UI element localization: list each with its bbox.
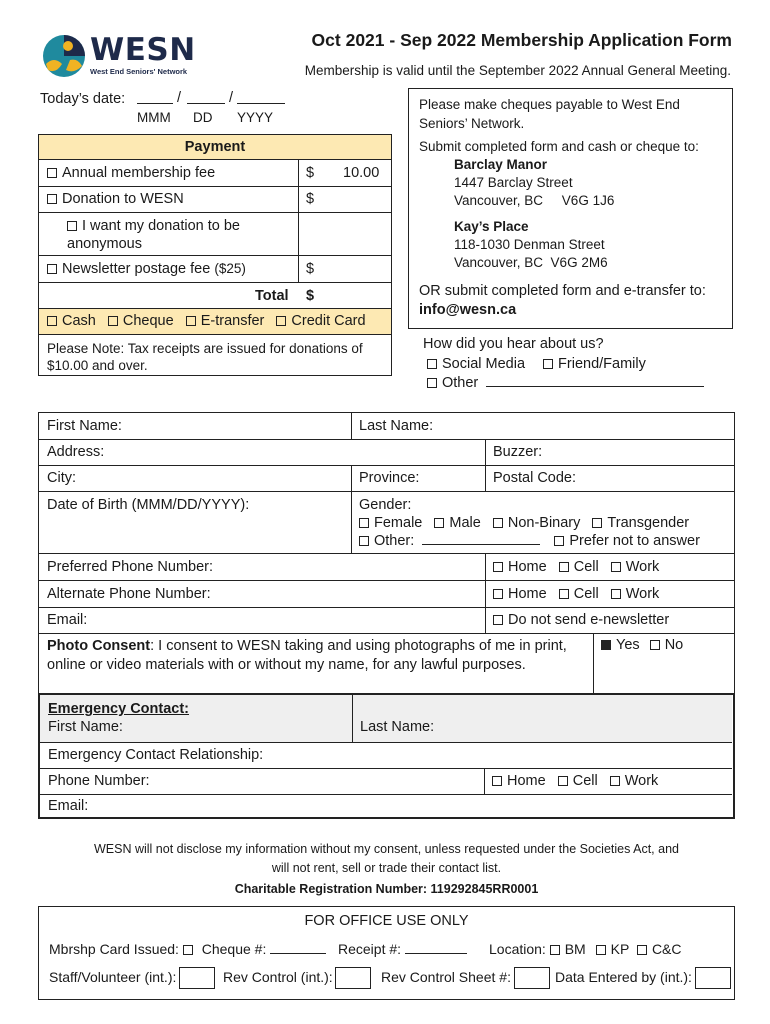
alternate-phone-type: Home Cell Work — [493, 586, 659, 602]
location-field: Location: BM KP C&C — [489, 941, 682, 957]
anonymous-donation-row[interactable]: I want my donation to be anonymous — [67, 218, 240, 252]
staff-label: Staff/Volunteer (int.): — [49, 969, 177, 985]
newsletter-row[interactable]: Newsletter postage fee ($25) — [47, 261, 246, 277]
province-field[interactable]: Province: — [359, 470, 420, 486]
payment-methods — [39, 309, 391, 334]
option-social-media[interactable]: Social Media — [427, 356, 525, 372]
logo-subtitle: West End Seniors' Network — [90, 67, 188, 76]
emergency-last-name-field[interactable]: Last Name: — [360, 719, 435, 735]
location-1-line2: Vancouver, BC V6G 1J6 — [454, 193, 615, 208]
hear-about-question: How did you hear about us? — [423, 336, 604, 352]
data-entered-label: Data Entered by (int.): — [555, 969, 692, 985]
checkbox-icon[interactable] — [47, 264, 57, 274]
newsletter-currency: $ — [306, 261, 315, 277]
date-dd: DD — [193, 110, 213, 125]
annual-fee-row[interactable]: Annual membership fee — [47, 165, 215, 181]
gender-transgender[interactable]: Transgender — [592, 515, 689, 531]
location-2-line1: 118-1030 Denman Street — [454, 237, 605, 252]
receipt-field: Receipt #: — [338, 941, 467, 957]
gender-other[interactable]: Other: — [359, 533, 414, 549]
card-issued-label: Mbrshp Card Issued: — [49, 941, 179, 957]
office-use-box — [38, 906, 735, 1000]
charity-number: Charitable Registration Number: 119292845RR0001 — [234, 882, 539, 896]
card-issued-checkbox[interactable] — [183, 945, 193, 955]
annual-fee-amount: 10.00 — [343, 165, 380, 181]
date-label: Today’s date: — [40, 91, 126, 107]
emergency-first-name-field[interactable]: First Name: — [48, 719, 123, 735]
date-field[interactable]: / / — [137, 91, 287, 109]
checkbox-icon[interactable] — [47, 168, 57, 178]
alternate-phone-field[interactable]: Alternate Phone Number: — [47, 586, 211, 602]
postal-code-field[interactable]: Postal Code: — [493, 470, 577, 486]
method-cash[interactable]: Cash — [47, 313, 96, 329]
photo-consent-options — [601, 637, 683, 653]
gender-label: Gender: — [359, 497, 412, 513]
receipt-input[interactable] — [405, 953, 467, 954]
method-cheque[interactable]: Cheque — [108, 313, 174, 329]
emergency-phone-field[interactable]: Phone Number: — [48, 773, 150, 789]
cheque-payable-text: Please make cheques payable to West End Seniors’ Network. — [419, 97, 680, 131]
rev-control-input[interactable] — [335, 967, 371, 989]
data-entered-input[interactable] — [695, 967, 731, 989]
rev-sheet-label: Rev Control Sheet #: — [381, 969, 511, 985]
hear-about-options — [427, 356, 646, 372]
donation-currency: $ — [306, 191, 315, 207]
total-label: Total — [255, 288, 289, 304]
privacy-statement: WESN will not disclose my information without my consent, unless requested under the Societies Act, and will not rent, sell or trade their contact list. — [93, 842, 679, 875]
location-1-name: Barclay Manor — [454, 157, 548, 172]
checkbox-icon[interactable] — [47, 194, 57, 204]
gender-other-row — [359, 533, 700, 549]
preferred-phone-type: Home Cell Work — [493, 559, 659, 575]
no-newsletter-option[interactable]: Do not send e-newsletter — [493, 612, 669, 628]
photo-yes[interactable]: Yes — [601, 637, 640, 653]
etransfer-intro: OR submit completed form and e-transfer to: — [419, 283, 706, 299]
cheque-number-input[interactable] — [270, 953, 326, 954]
gender-other-input[interactable] — [422, 544, 540, 545]
location-1-line1: 1447 Barclay Street — [454, 175, 573, 190]
staff-input[interactable] — [179, 967, 215, 989]
method-etransfer[interactable]: E-transfer — [186, 313, 265, 329]
location-2-line2: Vancouver, BC V6G 2M6 — [454, 255, 608, 270]
cheque-number-label: Cheque #: — [201, 941, 267, 957]
gender-prefer-not[interactable]: Prefer not to answer — [554, 533, 700, 549]
gender-female[interactable]: Female — [359, 515, 422, 531]
rev-sheet-input[interactable] — [514, 967, 550, 989]
emergency-table — [38, 693, 735, 819]
payment-heading: Payment — [39, 135, 391, 160]
date-mmm: MMM — [137, 110, 171, 125]
email-field[interactable]: Email: — [47, 612, 88, 628]
emergency-phone-type: Home Cell Work — [492, 773, 658, 789]
logo — [42, 34, 202, 84]
emergency-email-field[interactable]: Email: — [48, 798, 89, 814]
tax-receipt-note: Please Note: Tax receipts are issued for donations of $10.00 and over. — [47, 341, 363, 373]
city-field[interactable]: City: — [47, 470, 76, 486]
annual-fee-currency: $ — [306, 165, 315, 181]
logo-mark-icon — [42, 34, 86, 78]
gender-nonbinary[interactable]: Non-Binary — [493, 515, 581, 531]
emergency-heading: Emergency Contact: — [48, 701, 190, 717]
option-other[interactable]: Other — [427, 375, 704, 391]
emergency-relationship-field[interactable]: Emergency Contact Relationship: — [48, 747, 264, 763]
logo-text: WESN — [90, 32, 196, 68]
first-name-field[interactable]: First Name: — [47, 418, 122, 434]
location-2-name: Kay’s Place — [454, 219, 529, 234]
office-row-1 — [49, 941, 326, 957]
gender-male[interactable]: Male — [434, 515, 480, 531]
address-field[interactable]: Address: — [47, 444, 105, 460]
total-currency: $ — [306, 288, 315, 304]
form-title: Oct 2021 - Sep 2022 Membership Application Form — [311, 30, 732, 50]
buzzer-field[interactable]: Buzzer: — [493, 444, 543, 460]
submission-box — [408, 88, 733, 329]
preferred-phone-field[interactable]: Preferred Phone Number: — [47, 559, 214, 575]
photo-consent-text: Photo Consent: I consent to WESN taking and using photographs of me in print, online or video materials with or without my name, for any lawful purposes. — [47, 638, 567, 673]
method-credit-card[interactable]: Credit Card — [276, 313, 365, 329]
date-yyyy: YYYY — [237, 110, 274, 125]
form-subtitle: Membership is valid until the September 2022 Annual General Meeting. — [304, 63, 731, 78]
last-name-field[interactable]: Last Name: — [359, 418, 434, 434]
checkbox-icon[interactable] — [67, 221, 77, 231]
etransfer-email[interactable]: info@wesn.ca — [419, 302, 517, 318]
gender-options — [359, 515, 689, 531]
submit-intro: Submit completed form and cash or cheque to: — [419, 139, 699, 154]
dob-field[interactable]: Date of Birth (MMM/DD/YYYY): — [47, 497, 250, 513]
rev-control-label: Rev Control (int.): — [223, 969, 333, 985]
member-table — [38, 412, 735, 694]
photo-no[interactable]: No — [650, 637, 684, 653]
office-heading: FOR OFFICE USE ONLY — [304, 913, 469, 929]
donation-row[interactable]: Donation to WESN — [47, 191, 184, 207]
payment-box — [38, 134, 392, 376]
option-friend-family[interactable]: Friend/Family — [543, 356, 646, 372]
